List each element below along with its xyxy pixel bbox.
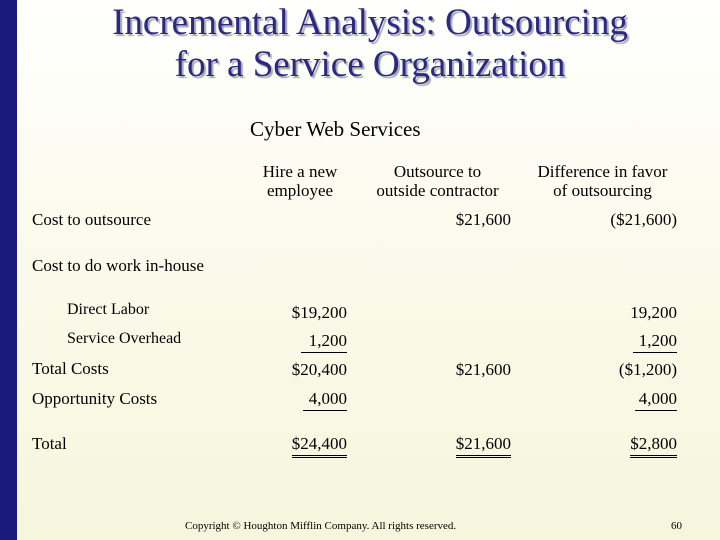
cell-diff-service-overhead: 1,200: [633, 331, 677, 353]
column-header-hire-line-2: employee: [266, 181, 334, 200]
slide-title: [20, 2, 720, 86]
title-line-2: for a Service Organization: [174, 44, 566, 85]
cell-outsource-total-costs: $21,600: [455, 360, 511, 379]
row-label-opportunity-costs: Opportunity Costs: [32, 389, 158, 408]
cell-hire-total: $24,400: [292, 434, 347, 458]
cell-diff-total: $2,800: [630, 434, 677, 458]
column-header-outsource: [355, 162, 520, 200]
left-accent-bar: [0, 0, 17, 540]
cell-diff-total-costs: ($1,200): [618, 360, 677, 379]
row-label-cost-in-house: Cost to do work in-house: [32, 256, 204, 275]
copyright-notice: Copyright © Houghton Mifflin Company. All rights reserved.: [185, 520, 457, 532]
cell-hire-direct-labor: $19,200: [291, 303, 347, 322]
row-label-service-overhead: Service Overhead: [67, 330, 182, 347]
company-name: Cyber Web Services: [250, 117, 421, 141]
page-number: 60: [671, 520, 682, 532]
column-header-outsource-line-1: Outsource to: [393, 162, 482, 181]
column-header-difference-line-2: of outsourcing: [553, 181, 652, 200]
cell-hire-opportunity-costs: 4,000: [303, 389, 347, 411]
cell-diff-direct-labor: 19,200: [630, 303, 677, 322]
title-line-1: Incremental Analysis: Outsourcing: [112, 2, 628, 43]
column-header-difference-line-1: Difference in favor: [537, 162, 668, 181]
column-header-difference: [520, 162, 685, 200]
cell-diff-opportunity-costs: 4,000: [635, 389, 677, 411]
row-label-cost-to-outsource: Cost to outsource: [32, 210, 151, 229]
column-header-outsource-line-2: outside contractor: [376, 181, 499, 200]
cell-outsource-total: $21,600: [456, 434, 511, 458]
column-header-hire-line-1: Hire a new: [262, 162, 338, 181]
cell-outsource-cost-to-outsource: $21,600: [455, 210, 511, 229]
cell-hire-total-costs: $20,400: [291, 360, 347, 379]
row-label-direct-labor: Direct Labor: [67, 301, 150, 318]
cell-diff-cost-to-outsource: ($21,600): [610, 210, 677, 229]
column-header-hire: [240, 162, 360, 200]
row-label-total-costs: Total Costs: [32, 359, 109, 378]
row-label-total: Total: [32, 434, 67, 453]
cell-hire-service-overhead: 1,200: [301, 331, 347, 353]
